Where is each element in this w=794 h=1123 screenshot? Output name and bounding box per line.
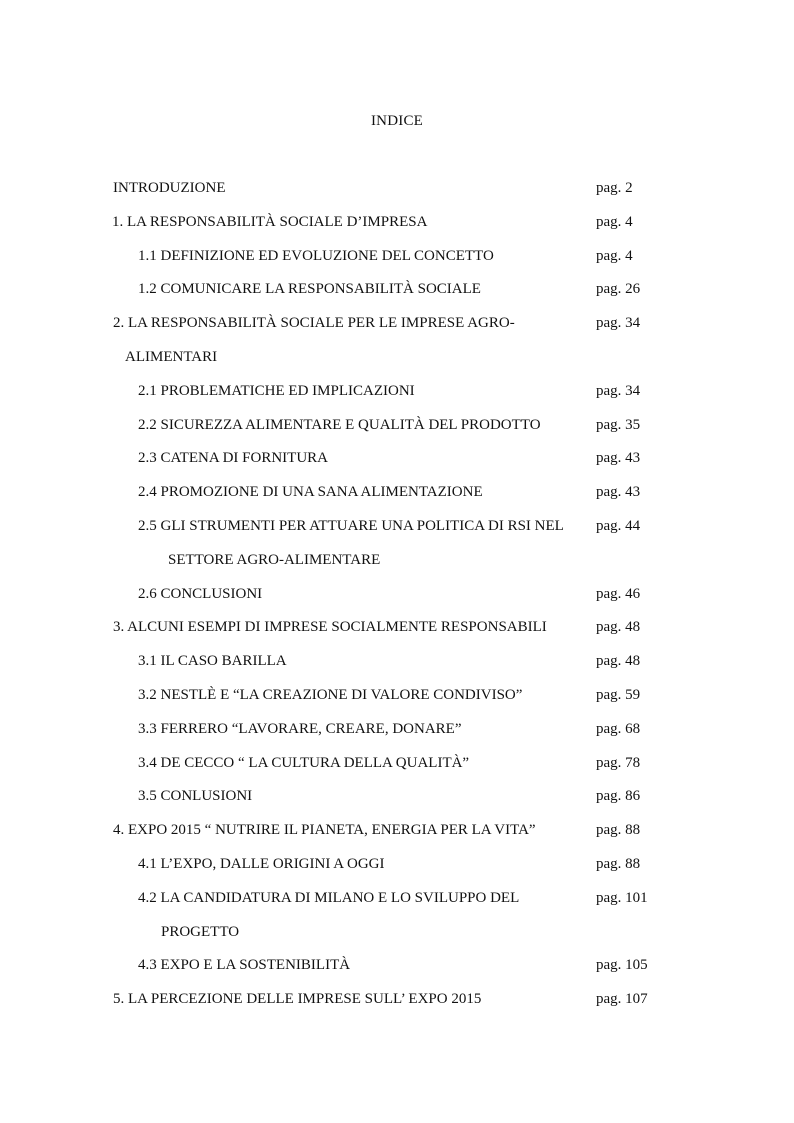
toc-entry-chapter-2 — [0, 313, 794, 347]
toc-entry-page: pag. 48 — [596, 653, 641, 670]
toc-entry-label: 2.5 GLI STRUMENTI PER ATTUARE UNA POLITICA DI RSI NEL — [138, 517, 564, 534]
toc-entry-introduzione — [0, 178, 794, 212]
toc-entry-label: 4.2 LA CANDIDATURA DI MILANO E LO SVILUPPO DEL — [138, 889, 520, 906]
toc-entry-label: 3. ALCUNI ESEMPI DI IMPRESE SOCIALMENTE RESPONSABILI — [113, 619, 547, 636]
toc-entry-section-1-2 — [0, 279, 794, 313]
toc-entry-label: 3.3 FERRERO “LAVORARE, CREARE, DONARE” — [138, 720, 462, 737]
toc-entry-section-2-3 — [0, 448, 794, 482]
toc-entry-label: 2.1 PROBLEMATICHE ED IMPLICAZIONI — [138, 382, 415, 399]
toc-entry-section-4-1 — [0, 854, 794, 888]
toc-entry-chapter-4 — [0, 820, 794, 854]
toc-entry-section-2-6 — [0, 584, 794, 618]
table-of-contents — [0, 178, 794, 1023]
toc-entry-label: 5. LA PERCEZIONE DELLE IMPRESE SULL’ EXPO 2015 — [113, 991, 482, 1008]
toc-entry-label: 3.5 CONLUSIONI — [138, 788, 253, 805]
toc-entry-page: pag. 88 — [596, 855, 641, 872]
toc-entry-page: pag. 46 — [596, 585, 641, 602]
toc-entry-section-3-5 — [0, 786, 794, 820]
toc-entry-label: 2. LA RESPONSABILITÀ SOCIALE PER LE IMPRESE AGRO- — [113, 315, 515, 332]
toc-entry-section-4-3 — [0, 955, 794, 989]
toc-entry-section-3-3 — [0, 719, 794, 753]
toc-entry-label: 4.1 L’EXPO, DALLE ORIGINI A OGGI — [138, 855, 385, 872]
toc-entry-section-2-4 — [0, 482, 794, 516]
toc-entry-page: pag. 107 — [596, 991, 648, 1008]
toc-entry-page: pag. 34 — [596, 315, 641, 332]
toc-entry-page: pag. 105 — [596, 957, 648, 974]
toc-entry-label: 4. EXPO 2015 “ NUTRIRE IL PIANETA, ENERGIA PER LA VITA” — [113, 822, 536, 839]
toc-entry-page: pag. 68 — [596, 720, 641, 737]
toc-entry-page: pag. 48 — [596, 619, 641, 636]
toc-entry-page: pag. 35 — [596, 416, 641, 433]
toc-entry-label: ALIMENTARI — [125, 348, 218, 365]
toc-entry-label: 2.2 SICUREZZA ALIMENTARE E QUALITÀ DEL PRODOTTO — [138, 416, 541, 433]
toc-entry-section-3-2 — [0, 685, 794, 719]
toc-entry-label: 3.2 NESTLÈ E “LA CREAZIONE DI VALORE CONDIVISO” — [138, 686, 523, 703]
toc-entry-page: pag. 2 — [596, 180, 633, 196]
toc-entry-label: SETTORE AGRO-ALIMENTARE — [168, 551, 381, 568]
toc-entry-section-4-2-continuation — [0, 922, 794, 956]
toc-entry-label: PROGETTO — [161, 923, 240, 940]
toc-entry-chapter-5 — [0, 989, 794, 1023]
toc-entry-page: pag. 78 — [596, 754, 641, 771]
toc-entry-section-1-1 — [0, 246, 794, 280]
toc-entry-page: pag. 26 — [596, 281, 641, 298]
toc-entry-label: 3.1 IL CASO BARILLA — [138, 653, 287, 670]
toc-entry-label: 1.1 DEFINIZIONE ED EVOLUZIONE DEL CONCETTO — [138, 247, 494, 264]
toc-entry-page: pag. 43 — [596, 484, 641, 501]
toc-entry-page: pag. 86 — [596, 788, 641, 805]
toc-entry-section-2-5 — [0, 516, 794, 550]
toc-entry-label: 4.3 EXPO E LA SOSTENIBILITÀ — [138, 957, 351, 974]
toc-entry-page: pag. 4 — [596, 247, 633, 264]
toc-entry-label: 2.6 CONCLUSIONI — [138, 585, 263, 602]
toc-entry-section-3-1 — [0, 651, 794, 685]
toc-entry-page: pag. 43 — [596, 450, 641, 467]
toc-entry-section-3-4 — [0, 753, 794, 787]
toc-entry-section-2-5-continuation — [0, 550, 794, 584]
toc-entry-label: 3.4 DE CECCO “ LA CULTURA DELLA QUALITÀ” — [138, 754, 470, 771]
toc-entry-section-2-2 — [0, 415, 794, 449]
toc-entry-label: 1.2 COMUNICARE LA RESPONSABILITÀ SOCIALE — [138, 281, 481, 298]
toc-entry-page: pag. 44 — [596, 517, 641, 534]
toc-entry-label: 2.4 PROMOZIONE DI UNA SANA ALIMENTAZIONE — [138, 484, 483, 501]
toc-entry-page: pag. 88 — [596, 822, 641, 839]
page-title: INDICE — [370, 113, 424, 129]
toc-entry-page: pag. 59 — [596, 686, 641, 703]
toc-entry-chapter-2-continuation — [0, 347, 794, 381]
toc-entry-label: 1. LA RESPONSABILITÀ SOCIALE D’IMPRESA — [112, 213, 428, 230]
toc-entry-label: 2.3 CATENA DI FORNITURA — [138, 450, 329, 467]
toc-entry-page: pag. 4 — [596, 213, 633, 230]
toc-entry-chapter-1 — [0, 212, 794, 246]
toc-entry-section-4-2 — [0, 888, 794, 922]
toc-entry-page: pag. 34 — [596, 382, 641, 399]
toc-entry-page: pag. 101 — [596, 889, 648, 906]
toc-entry-label: INTRODUZIONE — [113, 180, 226, 196]
toc-entry-section-2-1 — [0, 381, 794, 415]
toc-entry-chapter-3 — [0, 617, 794, 651]
